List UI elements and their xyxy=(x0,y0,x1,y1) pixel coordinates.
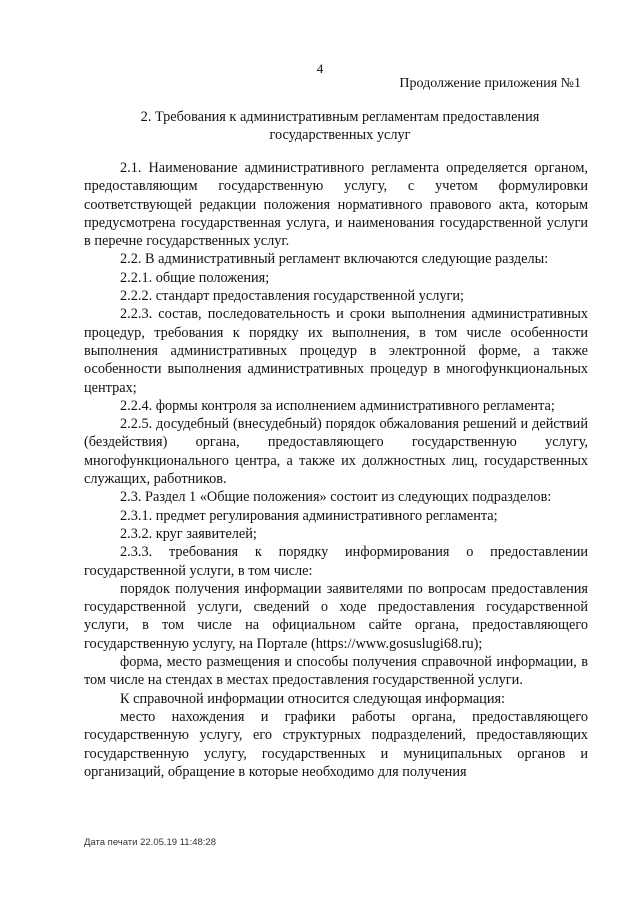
paragraph-2-3: 2.3. Раздел 1 «Общие положения» состоит из следующих подразделов: xyxy=(120,489,552,506)
heading-line-2: государственных услуг xyxy=(269,127,411,143)
print-date: Дата печати 22.05.19 11:48:28 xyxy=(84,837,217,848)
paragraph-2-2: 2.2. В административный регламент включаются следующие разделы: xyxy=(120,251,549,268)
page-number: 4 xyxy=(316,61,324,76)
heading-line-1: 2. Требования к административным регламентам предоставления xyxy=(140,109,540,125)
appendix-note: Продолжение приложения №1 xyxy=(399,76,581,91)
paragraph-2-1: 2.1. Наименование административного регламента определяется органом, предоставляющим государственную услугу, с учетом формулировки соответствующей редакции положения нормативного правового акта, которым предусмотрена государственная услуга, и наименования государственной услуги в перечне государственных услуг. xyxy=(84,160,588,250)
paragraph-2-3-3: 2.3.3. требования к порядку информирования о предоставлении государственной услуги, в том числе: xyxy=(84,544,588,579)
paragraph-2-2-5: 2.2.5. досудебный (внесудебный) порядок обжалования решений и действий (бездействия) органа, предоставляющего государственную услугу, многофункционального центра, а также их должностных лиц, государственных служащих, работников. xyxy=(84,416,588,488)
paragraph-info-form: форма, место размещения и способы получения справочной информации, в том числе на стендах в местах предоставления государственной услуги. xyxy=(84,654,588,689)
document-body xyxy=(84,159,588,781)
paragraph-2-3-2: 2.3.2. круг заявителей; xyxy=(120,525,257,542)
paragraph-2-2-2: 2.2.2. стандарт предоставления государственной услуги; xyxy=(120,288,464,305)
paragraph-location: место нахождения и графики работы органа, предоставляющего государственную услугу, его структурных подразделений, предоставляющих государственную услугу, государственных и муниципальных органов и организаций, обращение в которые необходимо для получения xyxy=(84,708,588,780)
paragraph-2-3-1: 2.3.1. предмет регулирования административного регламента; xyxy=(120,507,498,524)
section-heading xyxy=(90,108,590,144)
paragraph-2-2-4: 2.2.4. формы контроля за исполнением административного регламента; xyxy=(120,397,555,414)
paragraph-reference-info: К справочной информации относится следующая информация: xyxy=(120,690,506,707)
paragraph-2-2-3: 2.2.3. состав, последовательность и сроки выполнения административных процедур, требования к порядку их выполнения, в том числе особенности выполнения административных процедур в электронной форме, а также особенности выполнения административных процедур в многофункциональных центрах; xyxy=(84,306,588,396)
paragraph-info-order: порядок получения информации заявителями по вопросам предоставления государственной услуги, сведений о ходе предоставления государственной услуги, в том числе на официальном сайте органа, предоставляющего государственную услугу, на Портале (https://www.gosuslugi68.ru); xyxy=(84,580,588,652)
paragraph-2-2-1: 2.2.1. общие положения; xyxy=(120,269,270,286)
